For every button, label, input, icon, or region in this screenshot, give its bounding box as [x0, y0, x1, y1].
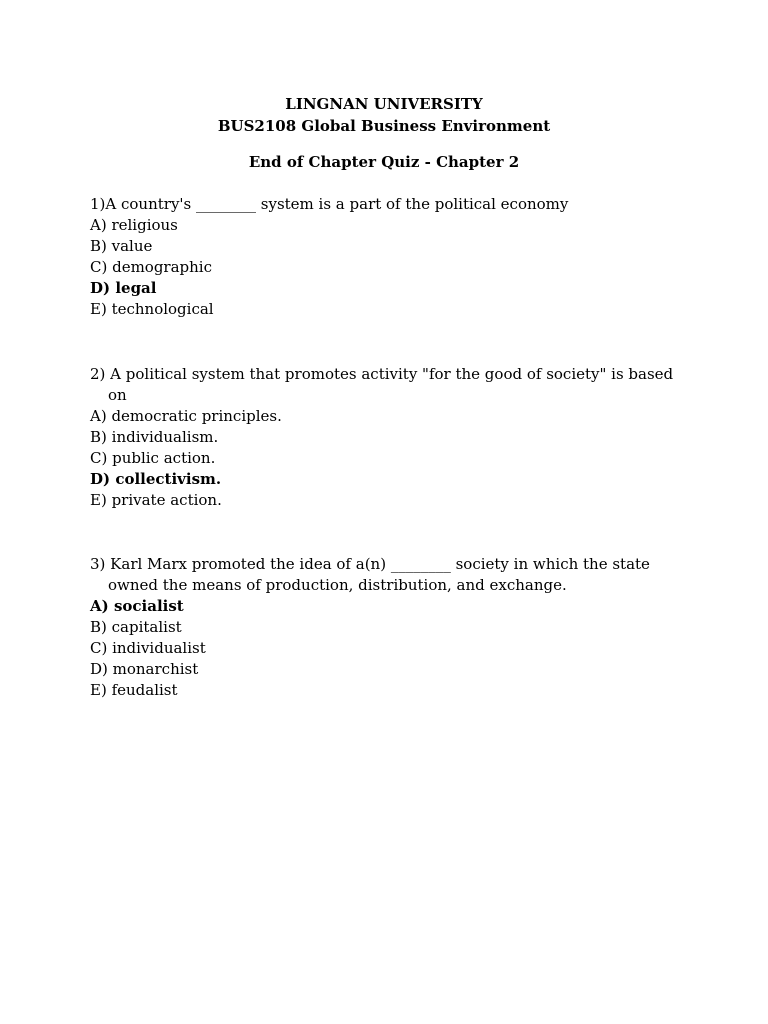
answer-option: E) feudalist [90, 681, 178, 699]
question-3 [90, 554, 690, 701]
answer-option: C) public action. [90, 449, 216, 467]
answer-option: E) private action. [90, 491, 222, 509]
university-name: LINGNAN UNIVERSITY [285, 95, 483, 113]
question-2 [90, 364, 690, 511]
answer-option: E) technological [90, 300, 214, 318]
course-title: BUS2108 Global Business Environment [217, 117, 551, 135]
answer-option: B) value [90, 237, 153, 255]
answer-option: A) religious [90, 216, 178, 234]
question-stem: 2) A political system that promotes activity "for the good of society" is based on [90, 365, 674, 404]
answer-option: C) demographic [90, 258, 213, 276]
answer-option-correct: A) socialist [90, 597, 184, 615]
question-stem: 1)A country's ________ system is a part of the political economy [90, 195, 569, 213]
answer-option: A) democratic principles. [90, 407, 282, 425]
answer-option-correct: D) collectivism. [90, 470, 222, 488]
answer-option: B) individualism. [90, 428, 219, 446]
answer-option-correct: D) legal [90, 279, 157, 297]
quiz-title: End of Chapter Quiz - Chapter 2 [248, 153, 520, 171]
answer-option: C) individualist [90, 639, 206, 657]
answer-option: B) capitalist [90, 618, 182, 636]
question-stem: 3) Karl Marx promoted the idea of a(n) ________ society in which the state owned the means of production, distribution, and exchange. [90, 555, 650, 594]
document-header [0, 93, 768, 173]
question-1 [90, 194, 690, 320]
answer-option: D) monarchist [90, 660, 199, 678]
